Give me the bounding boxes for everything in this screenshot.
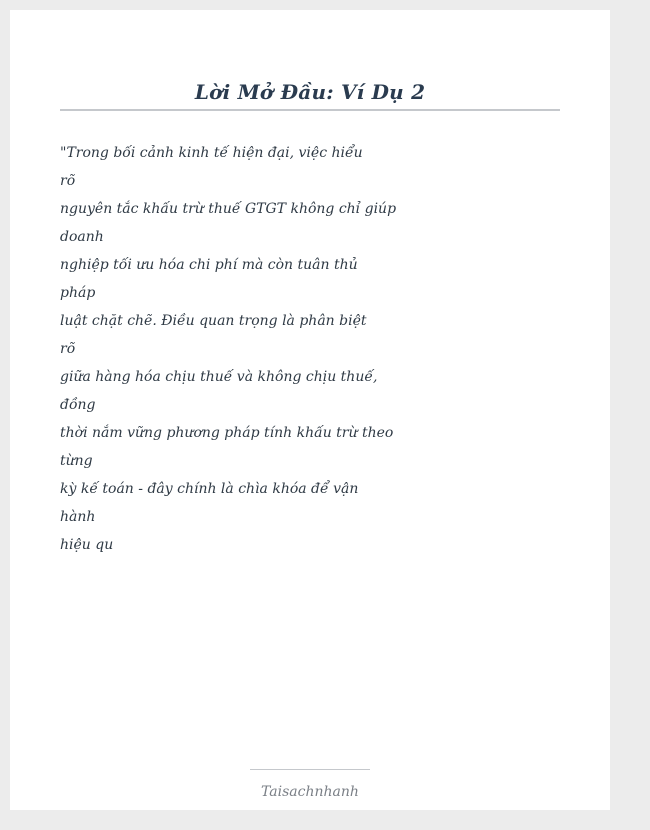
body-line: kỳ kế toán - đây chính là chìa khóa để vận [60, 481, 359, 497]
body-line: thời nắm vững phương pháp tính khấu trừ theo [60, 425, 394, 441]
body-line: từng [60, 453, 93, 469]
body-line: luật chặt chẽ. Điều quan trọng là phân biệt [60, 313, 367, 329]
footer-brand: Taisachnhanh [261, 784, 359, 800]
body-line: pháp [60, 285, 96, 301]
title-divider [60, 109, 560, 111]
body-line: rõ [60, 173, 76, 189]
body-line: hành [60, 509, 96, 525]
body-line: nguyên tắc khấu trừ thuế GTGT không chỉ giúp [60, 201, 397, 217]
body-line: "Trong bối cảnh kinh tế hiện đại, việc hiểu [60, 145, 363, 161]
body-line: giữa hàng hóa chịu thuế và không chịu thuế, [60, 369, 378, 385]
document-page [10, 10, 610, 810]
body-line: đồng [60, 397, 96, 413]
footer-divider [250, 769, 370, 770]
body-line: rõ [60, 341, 76, 357]
body-line: doanh [60, 229, 104, 245]
page-title: Lời Mở Đầu: Ví Dụ 2 [194, 80, 426, 104]
body-line: nghiệp tối ưu hóa chi phí mà còn tuân thủ [60, 257, 358, 273]
body-line: hiệu qu [60, 537, 114, 553]
body-text [60, 143, 400, 563]
